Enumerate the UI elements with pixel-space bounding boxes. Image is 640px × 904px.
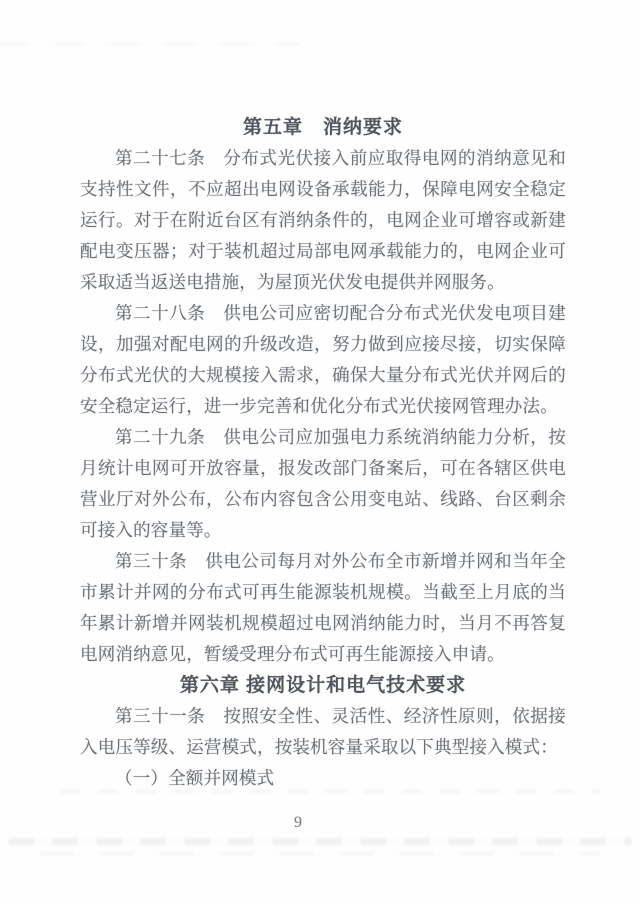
article-31-paragraph: 第三十一条 按照安全性、灵活性、经济性原则，依据接入电压等级、运营模式，按装机容量采取以下典型接入模式： [80, 706, 566, 757]
article-27-paragraph: 第二十七条 分布式光伏接入前应取得电网的消纳意见和支持性文件，不应超出电网设备承载能力，保障电网安全稳定运行。对于在附近台区有消纳条件的，电网企业可增容或新建配电变压器；对于装机超过局部电网承载能力的，电网企业可采取适当返送电措施，为屋顶光伏发电提供并网服务。 [80, 148, 566, 292]
scan-artifact-streak [8, 838, 632, 845]
chapter-5-heading: 第五章 消纳要求 [242, 117, 403, 138]
chapter-6-heading: 第六章 接网设计和电气技术要求 [179, 675, 467, 696]
scan-artifact-streak [40, 851, 600, 856]
mode-list-item-1: （一）全额并网模式 [115, 768, 275, 788]
article-30-paragraph: 第三十条 供电公司每月对外公布全市新增并网和当年全市累计并网的分布式可再生能源装机规模。当截至上月底的当年累计新增并网装机规模超过电网消纳能力时，当月不再答复电网消纳意见，暂缓受理分布式可再生能源接入申请。 [80, 551, 566, 664]
article-29-paragraph: 第二十九条 供电公司应加强电力系统消纳能力分析，按月统计电网可开放容量，报发改部门备案后，可在各辖区供电营业厅对外公布，公布内容包含公用变电站、线路、台区剩余可接入的容量等。 [80, 427, 566, 540]
page-number: 9 [294, 814, 302, 831]
article-28-paragraph: 第二十八条 供电公司应密切配合分布式光伏发电项目建设，加强对配电网的升级改造，努力做到应接尽接，切实保障分布式光伏的大规模接入需求，确保大量分布式光伏并网后的安全稳定运行，进一步完善和优化分布式光伏接网管理办法。 [80, 303, 566, 416]
